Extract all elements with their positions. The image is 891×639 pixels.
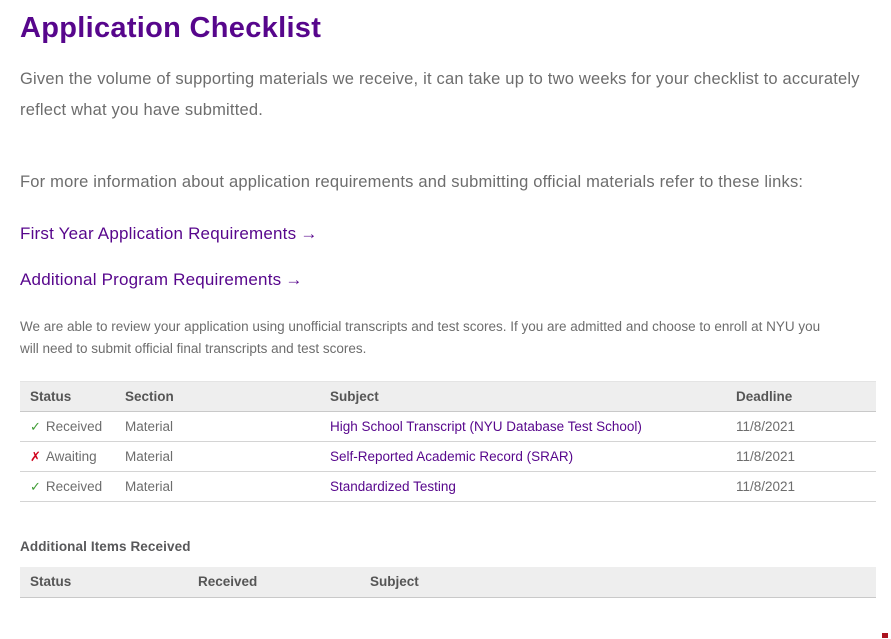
table-row xyxy=(20,412,876,442)
deadline-cell: 11/8/2021 xyxy=(726,412,876,442)
x-icon: ✗ xyxy=(30,448,41,464)
status-cell xyxy=(20,472,115,502)
status-cell xyxy=(20,412,115,442)
subject-cell xyxy=(320,412,726,442)
arrow-right-icon: → xyxy=(300,224,318,243)
additional-items-table xyxy=(20,567,876,598)
unofficial-transcripts-note: We are able to review your application using unofficial transcripts and test scores. If you are admitted and choose to enroll at NYU you will need to submit official final transcripts and test scores. xyxy=(20,319,821,356)
status-label: Awaiting xyxy=(45,448,97,464)
subject-link-standardized-testing[interactable]: Standardized Testing xyxy=(330,479,456,494)
column-header-status: Status xyxy=(20,382,115,412)
additional-items-heading: Additional Items Received xyxy=(20,539,191,554)
first-year-requirements-link-label: First Year Application Requirements xyxy=(20,224,297,243)
status-label: Received xyxy=(45,418,103,434)
column-header-section: Section xyxy=(115,382,320,412)
subject-cell xyxy=(320,442,726,472)
deadline-cell: 11/8/2021 xyxy=(726,472,876,502)
column-header-subject: Subject xyxy=(320,382,726,412)
arrow-right-icon: → xyxy=(285,270,303,289)
additional-program-requirements-link-label: Additional Program Requirements xyxy=(20,270,282,289)
subject-cell xyxy=(320,472,726,502)
subject-link-srar[interactable]: Self-Reported Academic Record (SRAR) xyxy=(330,449,574,464)
column-header-deadline: Deadline xyxy=(726,382,876,412)
status-cell xyxy=(20,442,115,472)
column-header-status: Status xyxy=(20,567,188,597)
column-header-received: Received xyxy=(188,567,360,597)
additional-program-requirements-link[interactable] xyxy=(20,270,875,290)
first-year-requirements-link[interactable] xyxy=(20,224,875,244)
checklist-table-header-row xyxy=(20,382,876,412)
intro-text: Given the volume of supporting materials we receive, it can take up to two weeks for your checklist to accurately reflect what you have submitted. xyxy=(20,70,860,119)
subject-link-high-school-transcript[interactable]: High School Transcript (NYU Database Test School) xyxy=(330,419,642,434)
deadline-cell: 11/8/2021 xyxy=(726,442,876,472)
table-row xyxy=(20,442,876,472)
checklist-table xyxy=(20,381,876,502)
corner-fragment xyxy=(882,633,888,638)
section-cell: Material xyxy=(115,412,320,442)
page-title: Application Checklist xyxy=(20,12,322,44)
table-row xyxy=(20,472,876,502)
section-cell: Material xyxy=(115,472,320,502)
more-info-text: For more information about application requirements and submitting official materials refer to these links: xyxy=(20,173,804,191)
column-header-subject: Subject xyxy=(360,567,876,597)
check-icon: ✓ xyxy=(30,418,41,434)
section-cell: Material xyxy=(115,442,320,472)
check-icon: ✓ xyxy=(30,478,41,494)
additional-table-header-row xyxy=(20,567,876,597)
status-label: Received xyxy=(45,478,103,494)
